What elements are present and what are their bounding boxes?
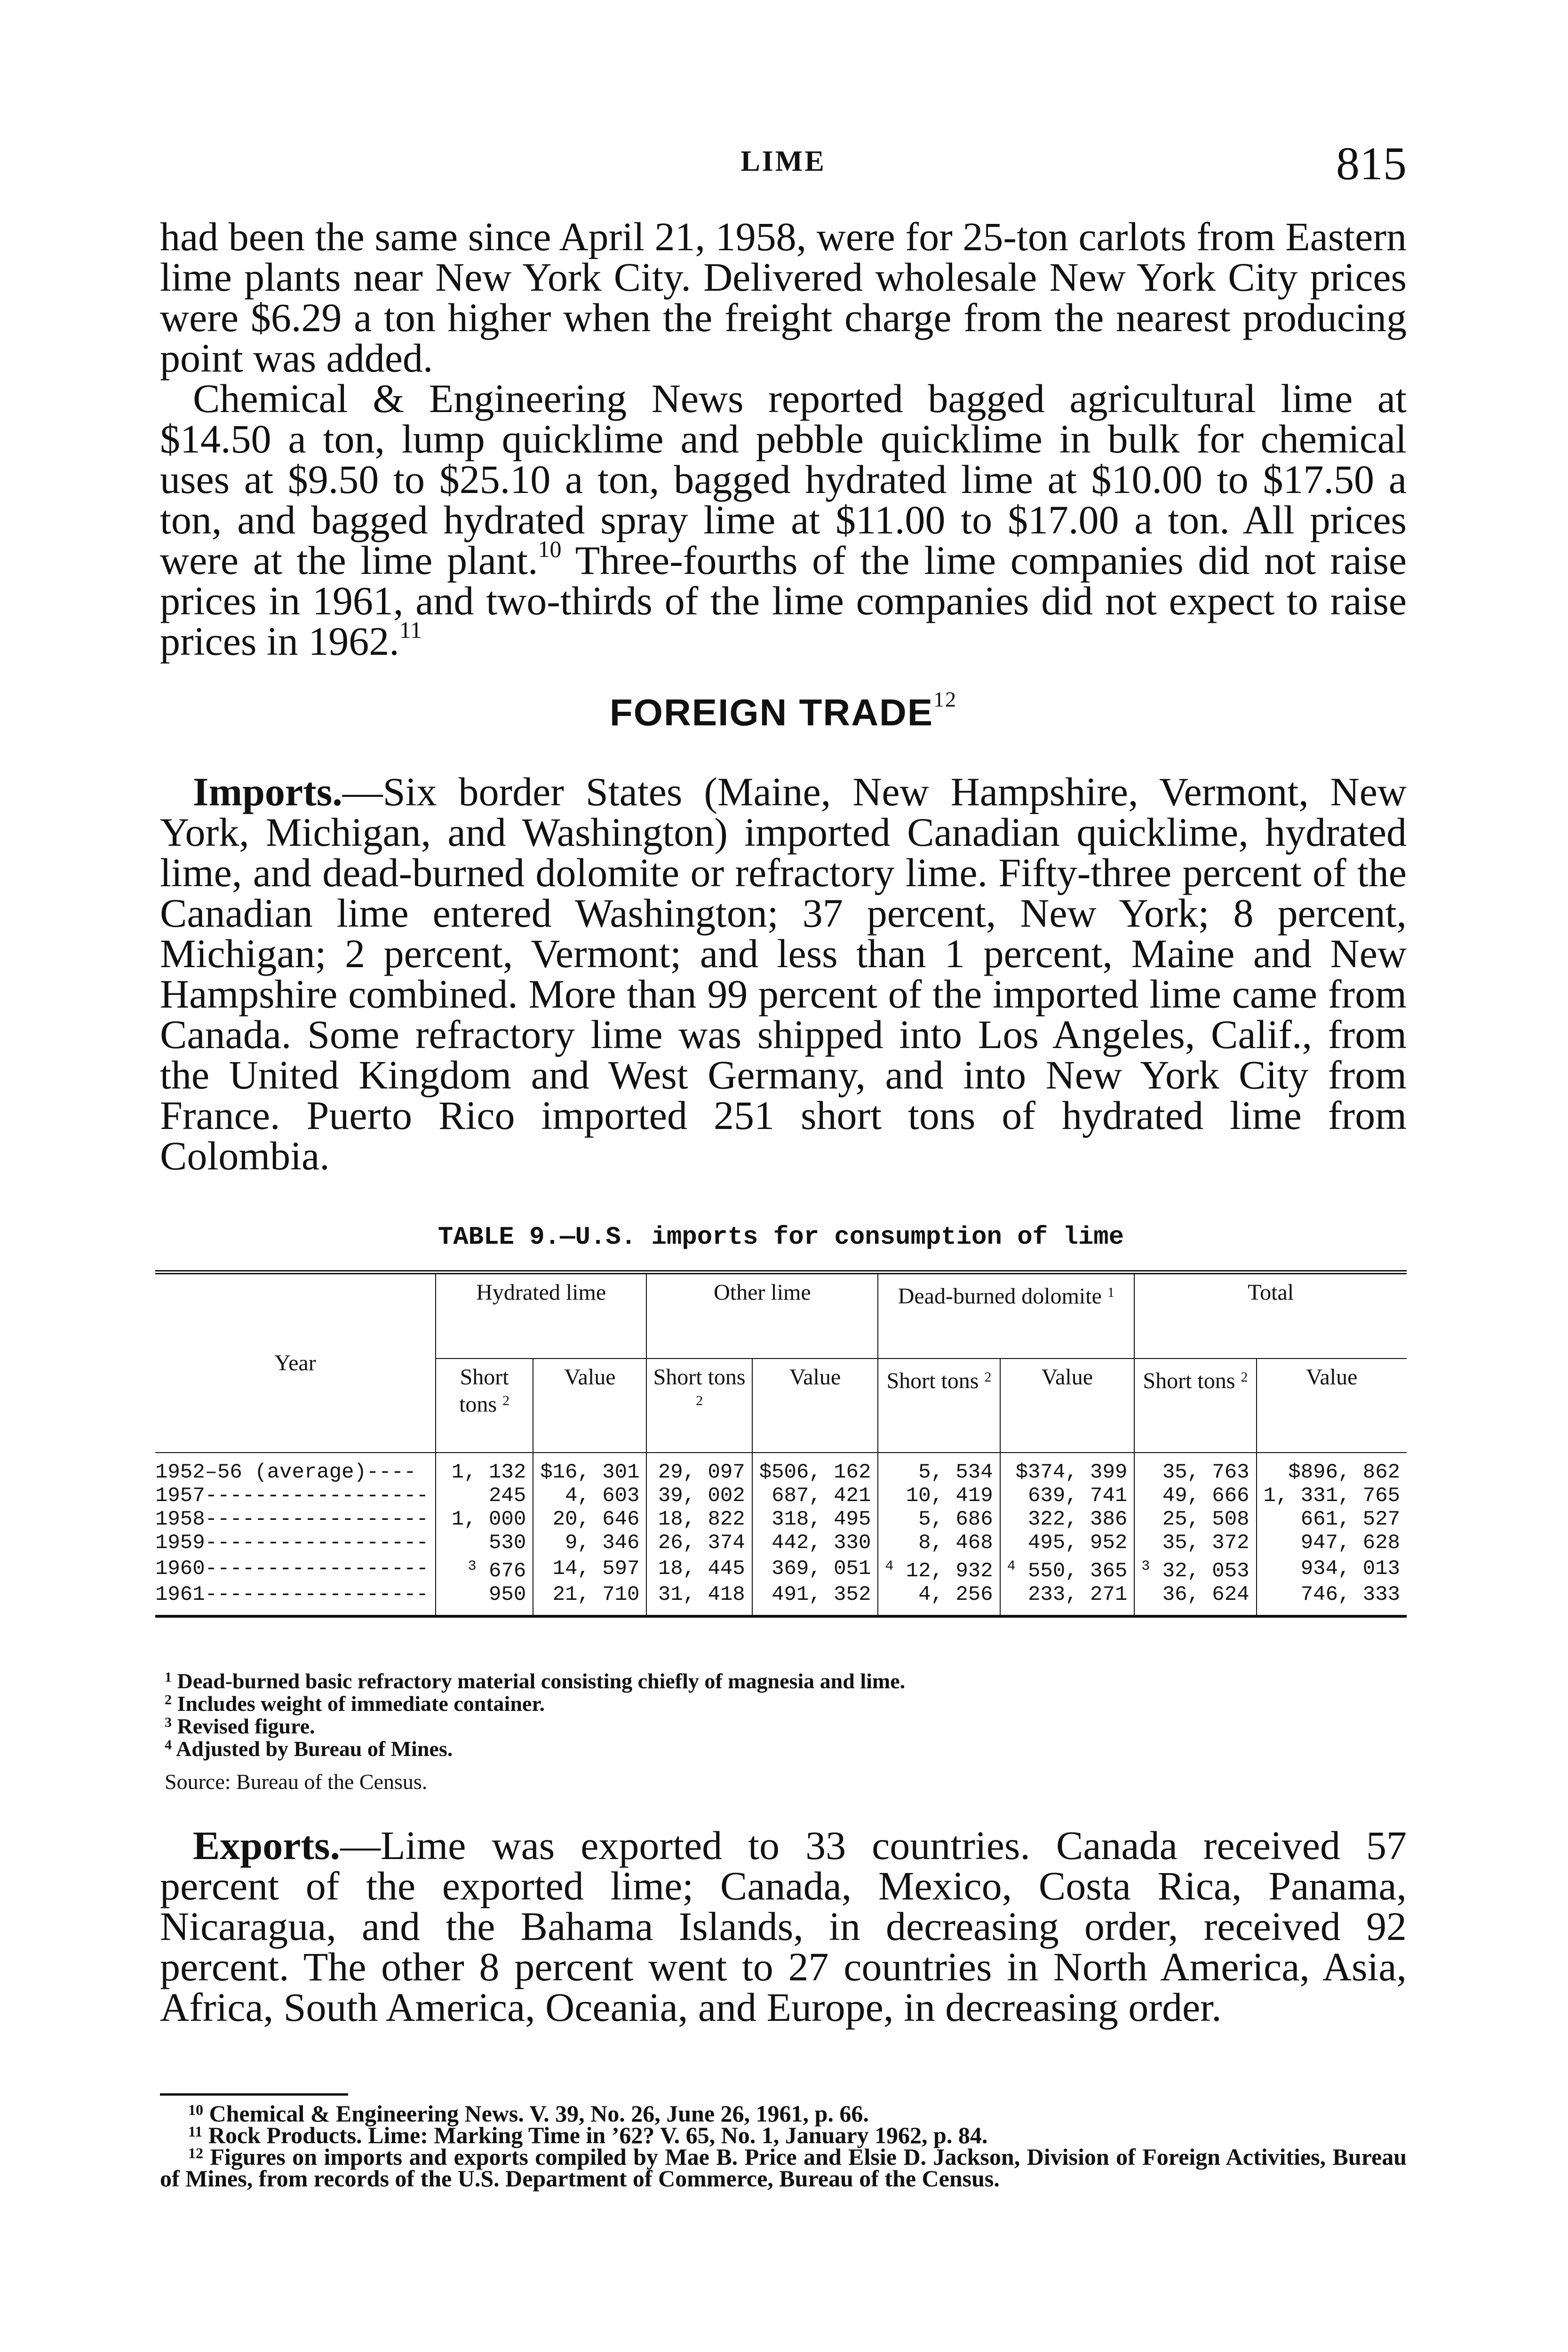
intro-paragraph-2-b: Three-fourths of the lime companies did not raise prices in 1961, and two-thirds of the lime companies did not expect to raise prices in 1962.: [160, 538, 1407, 664]
table-cell: [646, 1555, 752, 1583]
table-cell-year: [155, 1484, 436, 1508]
cell-value: 21, 710: [552, 1583, 640, 1606]
group-header-dead-burned-text: Dead-burned dolomite: [898, 1284, 1102, 1309]
table-cell: [1134, 1453, 1256, 1484]
col-header-short-tons: [646, 1359, 752, 1453]
cell-value: 39, 002: [658, 1484, 745, 1508]
col-header-short-tons-text: Short tons: [886, 1368, 979, 1393]
cell-value: 442, 330: [772, 1531, 871, 1555]
table-notes-list: [165, 1670, 1407, 1760]
table-cell: [436, 1531, 533, 1555]
table-note-mark: 4: [165, 1737, 172, 1753]
cell-value: 746, 333: [1300, 1583, 1400, 1606]
table-cell: [1000, 1555, 1135, 1583]
table-notes: [165, 1670, 1407, 1793]
year-label: 1957: [155, 1484, 205, 1508]
cell-value: 10, 419: [906, 1484, 993, 1508]
cell-value: 233, 271: [1028, 1583, 1128, 1606]
cell-value: 14, 597: [552, 1557, 640, 1581]
year-label: 1959: [155, 1531, 205, 1555]
leader-dots: ------------------: [205, 1484, 429, 1508]
footnote-divider: [160, 2093, 348, 2096]
table-cell: [878, 1531, 1000, 1555]
cell-value: 950: [489, 1583, 526, 1606]
table-cell: [1000, 1531, 1135, 1555]
table-note: [165, 1670, 1407, 1692]
cell-value: 5, 534: [918, 1461, 993, 1484]
table-note: [165, 1715, 1407, 1738]
table-cell: [646, 1508, 752, 1531]
table-title: TABLE 9.—U.S. imports for consumption of lime: [438, 1223, 1124, 1252]
col-header-value: Value: [533, 1359, 646, 1453]
group-header-other: Other lime: [646, 1272, 878, 1359]
cell-value: 322, 386: [1028, 1508, 1128, 1531]
footnote-text: Chemical & Engineering News. V. 39, No. 26, June 26, 1961, p. 66.: [209, 2100, 869, 2127]
cell-value: $374, 399: [1015, 1461, 1128, 1484]
cell-value: 18, 445: [658, 1557, 745, 1581]
cell-value: 25, 508: [1162, 1508, 1250, 1531]
group-header-hydrated: Hydrated lime: [436, 1272, 647, 1359]
table-cell: [533, 1583, 646, 1616]
cell-value: 1, 331, 765: [1263, 1484, 1400, 1508]
cell-value: 661, 527: [1300, 1508, 1400, 1531]
table-note-marker: 2: [1241, 1369, 1248, 1385]
table-note-marker: 2: [984, 1369, 992, 1385]
cell-value: 26, 374: [658, 1531, 745, 1555]
footnote: [160, 2144, 1407, 2192]
table-cell: [1134, 1531, 1256, 1555]
table-cell: [533, 1508, 646, 1531]
cell-value: 12, 932: [906, 1559, 993, 1583]
table-note-text: Includes weight of immediate container.: [177, 1692, 545, 1716]
table-cell: [1134, 1484, 1256, 1508]
footnote-mark: 11: [188, 2123, 203, 2140]
table-cell: [1134, 1583, 1256, 1616]
col-header-short-tons-text: Short tons: [653, 1365, 746, 1390]
col-header-short-tons-text: Short tons: [1143, 1368, 1235, 1393]
table-cell: [646, 1583, 752, 1616]
cell-note-marker: 3: [1141, 1558, 1150, 1574]
cell-value: 4, 256: [918, 1583, 993, 1606]
section-heading-text: FOREIGN TRADE: [609, 691, 934, 733]
imports-paragraph: [160, 771, 1407, 1176]
table-cell: [752, 1453, 878, 1484]
table-cell-year: [155, 1583, 436, 1616]
imports-body: —Six border States (Maine, New Hampshire, Vermont, New York, Michigan, and Washington) imported Canadian quicklime, hydrated lime, and dead-burned dolomite or refractory lime. Fifty-three percent of the Canadian lime entered Washington; 37 percent, New York; 8 percent, Michigan; 2 percent, Vermont; and less than 1 percent, Maine and New Hampshire combined. More than 99 percent of the imported lime came from Canada. Some refractory lime was shipped into Los Angeles, Calif., from the United Kingdom and West Germany, and into New York City from France. Puerto Rico imported 251 short tons of hydrated lime from Colombia.: [160, 769, 1407, 1178]
table-cell: [1257, 1531, 1407, 1555]
table-cell: [1257, 1583, 1407, 1616]
footnotes: [160, 2100, 1407, 2192]
section-heading: [160, 687, 1407, 734]
col-header-short-tons: [878, 1359, 1000, 1453]
cell-value: 18, 822: [658, 1508, 745, 1531]
table-cell: [533, 1531, 646, 1555]
cell-value: 491, 352: [772, 1583, 871, 1606]
cell-value: $896, 862: [1288, 1461, 1400, 1484]
cell-value: 35, 763: [1162, 1461, 1250, 1484]
table-cell: [533, 1484, 646, 1508]
year-label: 1952–56 (average): [155, 1461, 366, 1484]
group-header-dead-burned: [878, 1272, 1134, 1359]
cell-value: 676: [489, 1559, 526, 1583]
table-cell: [1000, 1583, 1135, 1616]
table-cell: [436, 1508, 533, 1531]
table-note-text: Dead-burned basic refractory material consisting chiefly of magnesia and lime.: [177, 1669, 906, 1693]
leader-dots: ------------------: [205, 1583, 429, 1606]
imports-lead: Imports.: [193, 769, 342, 814]
page-number: 815: [1336, 137, 1407, 190]
table-row: [155, 1453, 1407, 1484]
table-cell: [533, 1453, 646, 1484]
table-cell: [436, 1555, 533, 1583]
exports-body: —Lime was exported to 33 countries. Canada received 57 percent of the exported lime; Canada, Mexico, Costa Rica, Panama, Nicaragua, and the Bahama Islands, in decreasing order, received 92 percent. The other 8 percent went to 27 countries in North America, Asia, Africa, South America, Oceania, and Europe, in decreasing order.: [160, 1823, 1407, 2030]
cell-value: 35, 372: [1162, 1531, 1250, 1555]
intro-text: [160, 214, 1407, 664]
table-cell: [646, 1453, 752, 1484]
table-cell: [1000, 1453, 1135, 1484]
table-note: [165, 1738, 1407, 1760]
table-cell: [1257, 1508, 1407, 1531]
table-note-marker: 2: [502, 1393, 510, 1408]
running-head: [160, 136, 1407, 188]
table-cell: [533, 1555, 646, 1583]
cell-value: 4, 603: [565, 1484, 640, 1508]
table-note-marker: 2: [696, 1393, 703, 1408]
col-header-value: Value: [752, 1359, 878, 1453]
cell-note-marker: 4: [885, 1558, 894, 1574]
exports-lead: Exports.: [193, 1823, 340, 1868]
table-cell: [1000, 1508, 1135, 1531]
imports-table: [155, 1270, 1407, 1618]
cell-value: 8, 468: [918, 1531, 993, 1555]
table-cell: [878, 1484, 1000, 1508]
table-row: [155, 1583, 1407, 1616]
intro-paragraph-2-a: Chemical & Engineering News reported bagged agricultural lime at $14.50 a ton, lump quicklime and pebble quicklime in bulk for chemical uses at $9.50 to $25.10 a ton, bagged hydrated lime at $10.00 to $17.50 a ton, and bagged hydrated spray lime at $11.00 to $17.00 a ton. All prices were at the lime plant.: [160, 376, 1407, 583]
leader-dots: ----: [366, 1461, 416, 1484]
table-cell: [1257, 1555, 1407, 1583]
footnote: [160, 2124, 1407, 2146]
footnote-text: Rock Products. Lime: Marking Time in ’62? V. 65, No. 1, January 1962, p. 84.: [208, 2122, 988, 2148]
intro-paragraph-2: [160, 376, 1407, 664]
table-note-mark: 2: [165, 1692, 172, 1708]
running-title: LIME: [740, 145, 826, 177]
table-cell: [646, 1484, 752, 1508]
cell-value: 687, 421: [772, 1484, 871, 1508]
table-header-row-groups: [155, 1272, 1407, 1359]
group-header-total: Total: [1134, 1272, 1407, 1359]
table-note-text: Revised figure.: [177, 1714, 315, 1738]
table-cell: [752, 1583, 878, 1616]
leader-dots: ------------------: [205, 1557, 429, 1581]
footnote-mark: 12: [188, 2145, 203, 2161]
cell-value: 934, 013: [1300, 1557, 1400, 1581]
cell-value: 1, 000: [451, 1508, 526, 1531]
cell-value: 9, 346: [565, 1531, 640, 1555]
year-label: 1958: [155, 1508, 205, 1531]
cell-value: 369, 051: [772, 1557, 871, 1581]
table-cell: [646, 1531, 752, 1555]
table-cell: [752, 1555, 878, 1583]
table-row: [155, 1484, 1407, 1508]
col-header-short-tons-text: Short tons: [459, 1365, 509, 1417]
cell-value: 318, 495: [772, 1508, 871, 1531]
table-cell: [752, 1531, 878, 1555]
table-cell: [752, 1484, 878, 1508]
table-cell-year: [155, 1453, 436, 1484]
table-cell: [1000, 1484, 1135, 1508]
cell-value: 947, 628: [1300, 1531, 1400, 1555]
table-cell: [752, 1508, 878, 1531]
table-note: [165, 1692, 1407, 1715]
table-cell-year: [155, 1508, 436, 1531]
cell-value: 639, 741: [1028, 1484, 1128, 1508]
table-note-text: Adjusted by Bureau of Mines.: [175, 1737, 453, 1761]
cell-value: 20, 646: [552, 1508, 640, 1531]
intro-paragraph-1: had been the same since April 21, 1958, were for 25-ton carlots from Eastern lime plants near New York City. Delivered wholesale New York City prices were $6.29 a ton higher when the freight charge from the nearest producing point was added.: [160, 214, 1407, 381]
cell-value: 495, 952: [1028, 1531, 1128, 1555]
cell-value: 31, 418: [658, 1583, 745, 1606]
footnote-ref-10: 10: [538, 536, 562, 562]
table-cell: [878, 1453, 1000, 1484]
col-header-value: Value: [1257, 1359, 1407, 1453]
cell-value: 32, 053: [1162, 1559, 1250, 1583]
table-cell: [878, 1583, 1000, 1616]
footnote-mark: 10: [188, 2101, 203, 2118]
cell-value: 36, 624: [1162, 1583, 1250, 1606]
table-cell: [436, 1484, 533, 1508]
cell-value: 49, 666: [1162, 1484, 1250, 1508]
table-row: [155, 1531, 1407, 1555]
footnote-ref-11: 11: [399, 617, 422, 643]
table-note-marker: 1: [1107, 1285, 1114, 1300]
exports-paragraph: [160, 1823, 1407, 2030]
table-note-mark: 1: [165, 1669, 172, 1685]
cell-value: $506, 162: [759, 1461, 871, 1484]
table-cell-year: [155, 1531, 436, 1555]
table-cell: [1257, 1484, 1407, 1508]
col-header-short-tons: [1134, 1359, 1256, 1453]
cell-note-marker: 4: [1007, 1558, 1016, 1574]
cell-value: 245: [489, 1484, 526, 1508]
col-header-short-tons: [436, 1359, 533, 1453]
table-cell: [1257, 1453, 1407, 1484]
cell-value: $16, 301: [540, 1461, 640, 1484]
table-body: [155, 1453, 1407, 1616]
footnote-text: Figures on imports and exports compiled by Mae B. Price and Elsie D. Jackson, Division of Foreign Activities, Bureau of Mines, from records of the U.S. Department of Commerce, Bureau of the Census.: [160, 2144, 1407, 2192]
cell-value: 5, 686: [918, 1508, 993, 1531]
exports-text: [160, 1823, 1407, 2030]
year-label: 1961: [155, 1583, 205, 1606]
footnote: [160, 2100, 1407, 2127]
table-source: Source: Bureau of the Census.: [165, 1770, 428, 1794]
table-cell: [436, 1453, 533, 1484]
cell-value: 1, 132: [451, 1461, 526, 1484]
cell-value: 530: [489, 1531, 526, 1555]
cell-value: 29, 097: [658, 1461, 745, 1484]
cell-value: 550, 365: [1028, 1559, 1128, 1583]
leader-dots: ------------------: [205, 1508, 429, 1531]
table-note-mark: 3: [165, 1715, 172, 1730]
table-cell: [878, 1555, 1000, 1583]
table-cell: [436, 1583, 533, 1616]
cell-note-marker: 3: [468, 1558, 477, 1574]
table-row: [155, 1555, 1407, 1583]
table-cell: [878, 1508, 1000, 1531]
leader-dots: ------------------: [205, 1531, 429, 1555]
year-label: 1960: [155, 1557, 205, 1581]
col-header-value: Value: [1000, 1359, 1135, 1453]
imports-text: [160, 771, 1407, 1176]
year-column-header: Year: [155, 1272, 436, 1453]
table-cell-year: [155, 1555, 436, 1583]
table-cell: [1134, 1508, 1256, 1531]
table-cell: [1134, 1555, 1256, 1583]
footnote-ref-12: 12: [933, 687, 957, 711]
table-row: [155, 1508, 1407, 1531]
